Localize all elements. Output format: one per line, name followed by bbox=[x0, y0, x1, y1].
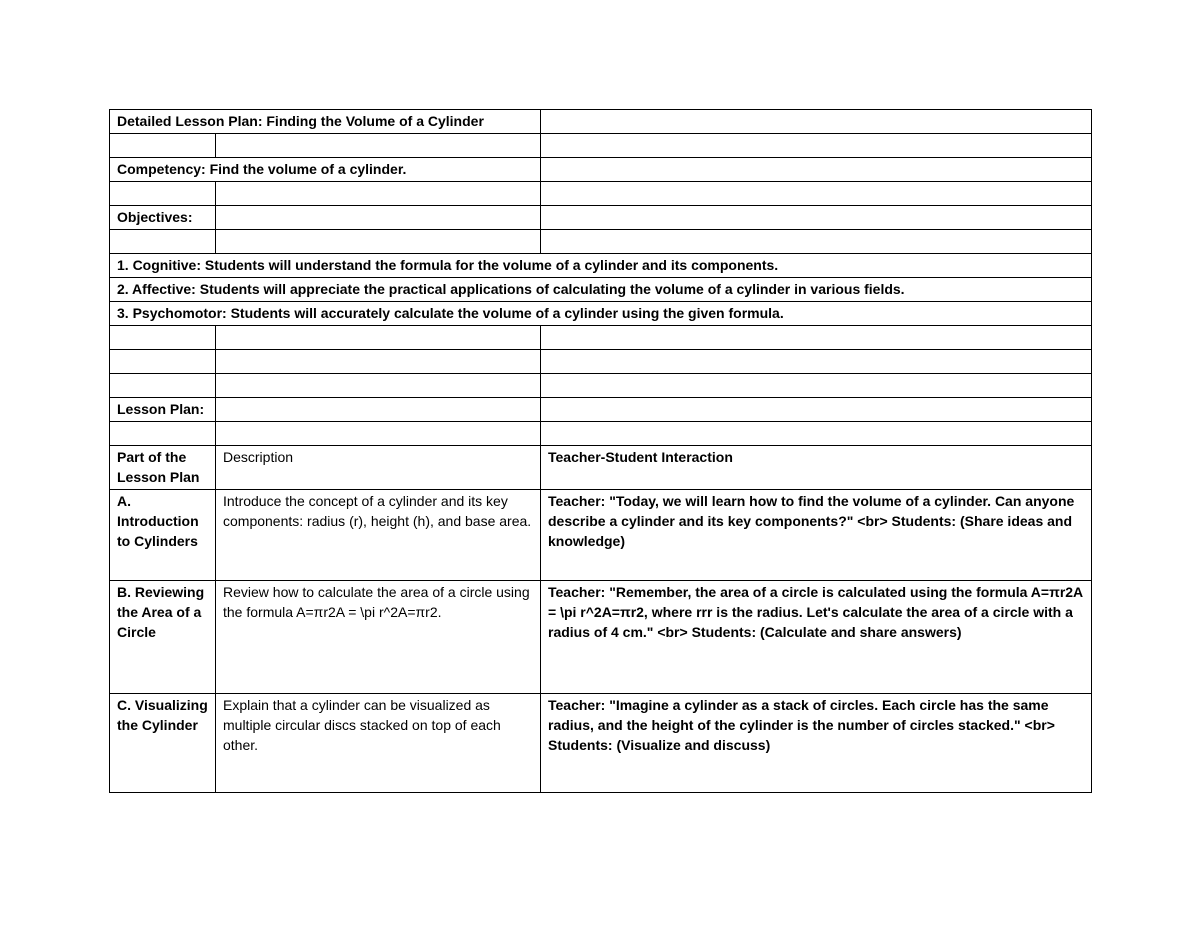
empty-cell[interactable] bbox=[110, 326, 216, 350]
lesson-plan-table bbox=[109, 109, 1092, 793]
empty-row bbox=[110, 350, 1092, 374]
header-description[interactable]: Description bbox=[216, 446, 541, 490]
empty-cell[interactable] bbox=[541, 398, 1092, 422]
header-interaction[interactable]: Teacher-Student Interaction bbox=[541, 446, 1092, 490]
lesson-plan-title[interactable]: Detailed Lesson Plan: Finding the Volume of a Cylinder bbox=[110, 110, 541, 134]
empty-row bbox=[110, 230, 1092, 254]
empty-cell[interactable] bbox=[541, 230, 1092, 254]
table-header-row bbox=[110, 446, 1092, 490]
empty-cell[interactable] bbox=[216, 206, 541, 230]
header-part[interactable]: Part of the Lesson Plan bbox=[110, 446, 216, 490]
empty-cell[interactable] bbox=[110, 422, 216, 446]
objective-row bbox=[110, 254, 1092, 278]
empty-cell[interactable] bbox=[541, 206, 1092, 230]
empty-cell[interactable] bbox=[216, 182, 541, 206]
empty-cell[interactable] bbox=[541, 422, 1092, 446]
competency-row bbox=[110, 158, 1092, 182]
empty-cell[interactable] bbox=[541, 110, 1092, 134]
interaction-cell[interactable]: Teacher: "Remember, the area of a circle is calculated using the formula A=πr2A = \pi r^2A=πr2, where rrr is the radius. Let's calculate the area of a circle with a radius of 4 cm." <br> Students: (Calculate and share answers) bbox=[541, 581, 1092, 694]
empty-cell[interactable] bbox=[541, 374, 1092, 398]
empty-cell[interactable] bbox=[110, 230, 216, 254]
empty-cell[interactable] bbox=[216, 398, 541, 422]
part-cell[interactable]: B. Reviewing the Area of a Circle bbox=[110, 581, 216, 694]
empty-row bbox=[110, 134, 1092, 158]
empty-cell[interactable] bbox=[541, 326, 1092, 350]
empty-cell[interactable] bbox=[216, 326, 541, 350]
empty-row bbox=[110, 182, 1092, 206]
interaction-cell[interactable]: Teacher: "Today, we will learn how to find the volume of a cylinder. Can anyone describe a cylinder and its key components?" <br> Students: (Share ideas and knowledge) bbox=[541, 490, 1092, 581]
lesson-plan-label[interactable]: Lesson Plan: bbox=[110, 398, 216, 422]
part-cell[interactable]: A. Introduction to Cylinders bbox=[110, 490, 216, 581]
objective-cognitive[interactable]: 1. Cognitive: Students will understand the formula for the volume of a cylinder and its components. bbox=[110, 254, 1092, 278]
description-cell[interactable]: Review how to calculate the area of a circle using the formula A=πr2A = \pi r^2A=πr2. bbox=[216, 581, 541, 694]
empty-cell[interactable] bbox=[216, 134, 541, 158]
empty-row bbox=[110, 326, 1092, 350]
title-row bbox=[110, 110, 1092, 134]
empty-cell[interactable] bbox=[216, 230, 541, 254]
description-cell[interactable]: Explain that a cylinder can be visualized as multiple circular discs stacked on top of each other. bbox=[216, 694, 541, 793]
part-cell[interactable]: C. Visualizing the Cylinder bbox=[110, 694, 216, 793]
empty-cell[interactable] bbox=[541, 158, 1092, 182]
table-row bbox=[110, 581, 1092, 694]
empty-cell[interactable] bbox=[110, 350, 216, 374]
empty-cell[interactable] bbox=[541, 182, 1092, 206]
empty-cell[interactable] bbox=[541, 134, 1092, 158]
competency-text[interactable]: Competency: Find the volume of a cylinder. bbox=[110, 158, 541, 182]
empty-cell[interactable] bbox=[216, 374, 541, 398]
table-row bbox=[110, 694, 1092, 793]
objective-row bbox=[110, 278, 1092, 302]
objective-psychomotor[interactable]: 3. Psychomotor: Students will accurately calculate the volume of a cylinder using the given formula. bbox=[110, 302, 1092, 326]
table-row bbox=[110, 490, 1092, 581]
empty-cell[interactable] bbox=[216, 350, 541, 374]
empty-row bbox=[110, 374, 1092, 398]
lesson-plan-label-row bbox=[110, 398, 1092, 422]
empty-cell[interactable] bbox=[541, 350, 1092, 374]
empty-cell[interactable] bbox=[110, 182, 216, 206]
objective-row bbox=[110, 302, 1092, 326]
empty-cell[interactable] bbox=[110, 374, 216, 398]
empty-cell[interactable] bbox=[216, 422, 541, 446]
description-cell[interactable]: Introduce the concept of a cylinder and its key components: radius (r), height (h), and base area. bbox=[216, 490, 541, 581]
objectives-label[interactable]: Objectives: bbox=[110, 206, 216, 230]
empty-cell[interactable] bbox=[110, 134, 216, 158]
empty-row bbox=[110, 422, 1092, 446]
interaction-cell[interactable]: Teacher: "Imagine a cylinder as a stack of circles. Each circle has the same radius, and the height of the cylinder is the number of circles stacked." <br> Students: (Visualize and discuss) bbox=[541, 694, 1092, 793]
objectives-label-row bbox=[110, 206, 1092, 230]
objective-affective[interactable]: 2. Affective: Students will appreciate the practical applications of calculating the volume of a cylinder in various fields. bbox=[110, 278, 1092, 302]
